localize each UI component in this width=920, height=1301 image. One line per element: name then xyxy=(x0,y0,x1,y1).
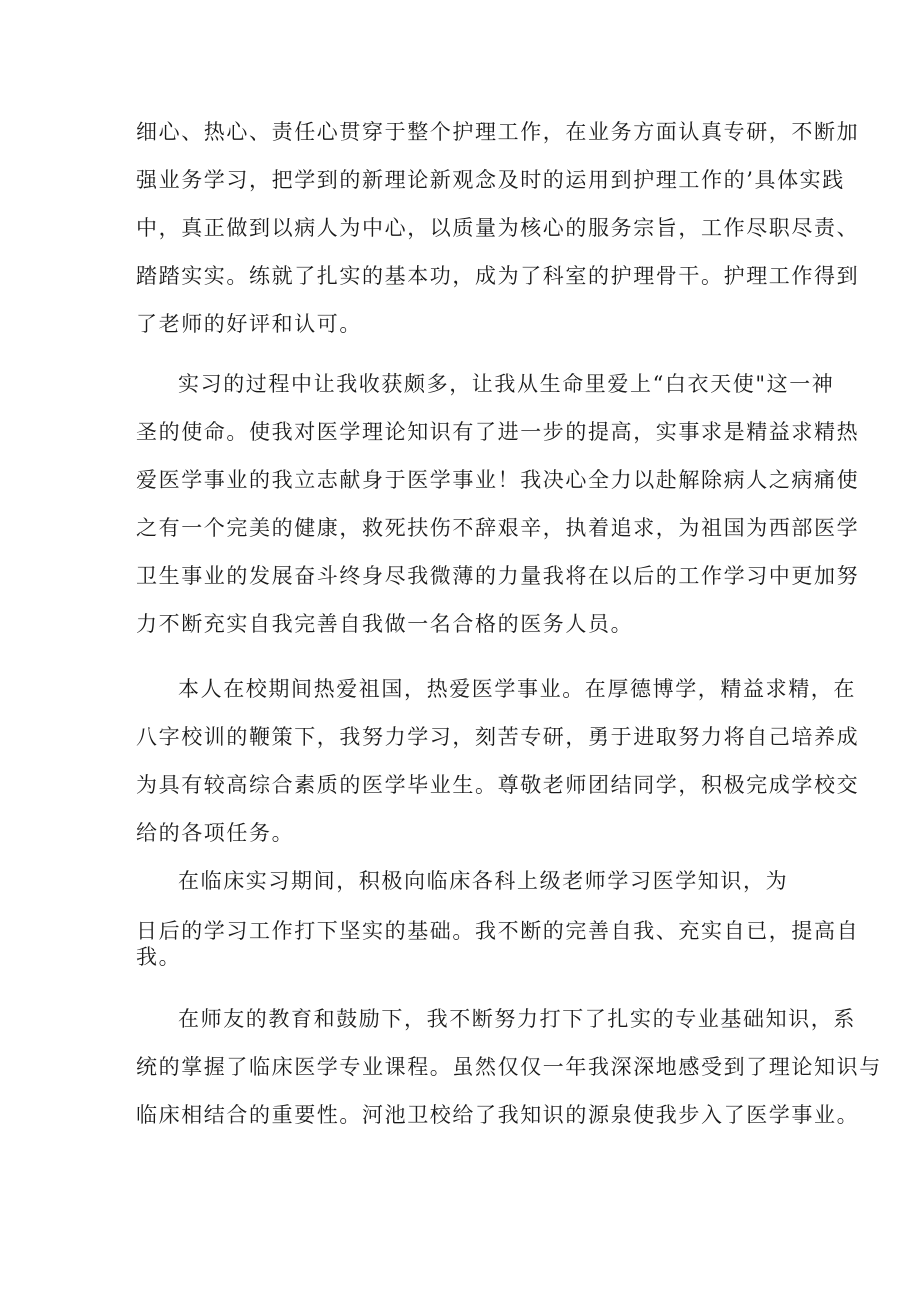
paragraph-2-line-2: 圣的使命。使我对医学理论知识有了进一步的提高，实事求是精益求精热 xyxy=(136,420,860,444)
paragraph-2-line-3: 爱医学事业的我立志献身于医学事业！我决心全力以赴解除病人之病痛使 xyxy=(136,468,860,492)
paragraph-3-line-3: 为具有较高综合素质的医学毕业生。尊敬老师团结同学，积极完成学校交 xyxy=(136,773,860,797)
paragraph-4-line-1: 在临床实习期间，积极向临床各科上级老师学习医学知识，为 xyxy=(178,869,789,893)
paragraph-1-line-2: 强业务学习，把学到的新理论新观念及时的运用到护理工作的’具体实践 xyxy=(136,168,845,192)
paragraph-5-line-3: 临床相结合的重要性。河池卫校给了我知识的源泉使我步入了医学事业。 xyxy=(136,1103,860,1127)
paragraph-3-line-4: 给的各项任务。 xyxy=(136,821,295,845)
paragraph-4-line-3: 我。 xyxy=(136,945,182,969)
paragraph-1-line-1: 细心、热心、责任心贯穿于整个护理工作，在业务方面认真专研，不断加 xyxy=(136,120,860,144)
paragraph-1-line-3: 中，真正做到以病人为中心，以质量为核心的服务宗旨，工作尽职尽责、 xyxy=(136,216,860,240)
paragraph-3-line-1: 本人在校期间热爱祖国，热爱医学事业。在厚德博学，精益求精，在 xyxy=(178,677,856,701)
paragraph-1-line-5: 了老师的好评和认可。 xyxy=(136,312,362,336)
paragraph-2-line-5: 卫生事业的发展奋斗终身尽我微薄的力量我将在以后的工作学习中更加努 xyxy=(136,564,860,588)
paragraph-5-line-2: 统的掌握了临床医学专业课程。虽然仅仅一年我深深地感受到了理论知识与 xyxy=(136,1055,882,1079)
paragraph-1-line-4: 踏踏实实。练就了扎实的基本功，成为了科室的护理骨干。护理工作得到 xyxy=(136,264,860,288)
paragraph-2-line-6: 力不断充实自我完善自我做一名合格的医务人员。 xyxy=(136,612,634,636)
paragraph-2-line-4: 之有一个完美的健康，救死扶伤不辞艰辛，执着追求，为祖国为西部医学 xyxy=(136,516,860,540)
paragraph-4-line-2: 日后的学习工作打下坚实的基础。我不断的完善自我、充实自已，提高自 xyxy=(136,919,860,943)
paragraph-2-line-1: 实习的过程中让我收获颇多，让我从生命里爱上“白衣天使"这一神 xyxy=(178,372,835,396)
paragraph-5-line-1: 在师友的教育和鼓励下，我不断努力打下了扎实的专业基础知识，系 xyxy=(178,1007,856,1031)
paragraph-3-line-2: 八字校训的鞭策下，我努力学习，刻苦专研，勇于进取努力将自己培养成 xyxy=(136,725,860,749)
